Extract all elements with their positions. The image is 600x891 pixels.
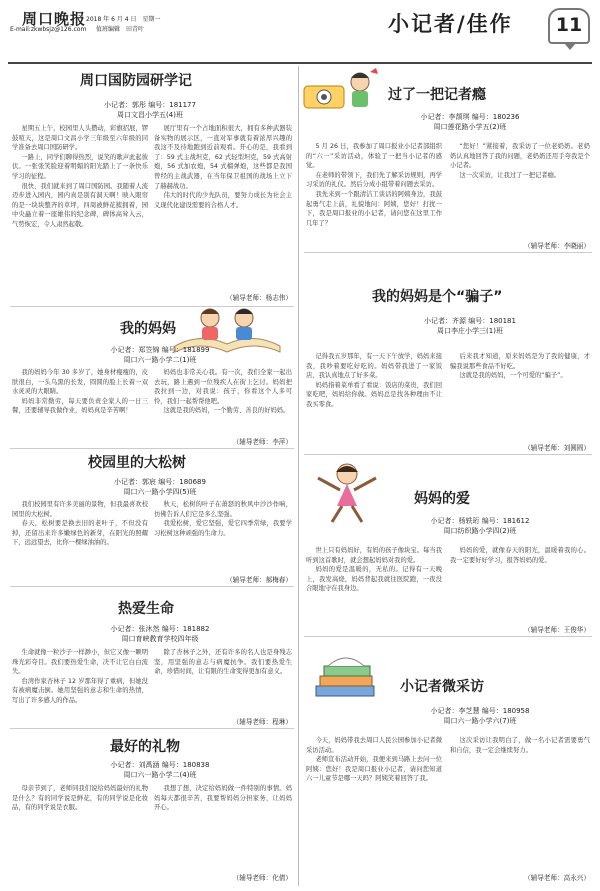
article-body <box>12 784 148 884</box>
masthead: 周口晚报 <box>22 10 87 28</box>
paragraph: 台湾作家杏林子 12 岁那年得了重病，但她没有被病魔击倒。她用坚强的意志和生命的热情，写出了许多感人的作品。 <box>12 677 148 704</box>
reporter: 小记者：杨轶珩 编号：181612 <box>430 517 530 525</box>
school: 周口六一路小学二(4)班 <box>123 771 197 779</box>
paragraph: 母亲节到了，老师同我们说给妈妈最好的礼物是什么？有的同学说是鲜花，有的同学说是化妆品，有的同学说是衣服。 <box>12 785 148 812</box>
article-body <box>154 784 292 870</box>
article-body <box>12 500 148 584</box>
duty-editor: 值班编辑 田青叶 <box>96 26 145 33</box>
school: 周口李庄小学三(1)班 <box>437 327 503 335</box>
teacher-credit: （辅导老师：李晓丽） <box>524 242 590 250</box>
article-title: 妈妈的爱 <box>414 491 470 507</box>
article-title: 过了一把记者瘾 <box>388 87 486 103</box>
page-header <box>0 0 600 62</box>
paragraph: 秋天，松树的叶子在萧瑟的秋风中沙沙作响，仿佛告诉人们它是多么坚强。 <box>154 501 292 518</box>
reporter: 小记者：李颉琪 编号：180236 <box>420 113 520 121</box>
paragraph: 春天，松树要是换去旧的老叶子，不但没有掉，还留出来许多嫩绿色的新芽，在阳光的照耀下，远远望去，比你一棵绿油油的。 <box>12 520 148 547</box>
paragraph: 我们校园里有许多美丽的景物，但我最喜欢校园里的大松树。 <box>12 501 148 518</box>
teacher-credit: （辅导老师：杨志伟） <box>226 294 292 302</box>
article-body <box>12 368 148 448</box>
teacher-credit: （辅导老师：刘圆圆） <box>524 444 590 452</box>
teacher-credit: （辅导老师：高永兴） <box>524 874 590 882</box>
paragraph: 除了杏林子之外，还有许多的名人也是身残志坚，用坚强的意志与病魔抗争。我们要热爱生命，珍惜时间，让有限的生命变得更加有意义。 <box>154 649 292 676</box>
paragraph: 很快，我们就来到了周口国防园。我随着人流迈步进入园内，园内真是别有洞天啊！映入眼帘的是一块块整齐的草坪，四周被鲜花簇拥着，园中央矗立着一座雄伟的纪念碑，碑体高耸入云，气势恢宏，令人肃然起敬。 <box>12 182 148 228</box>
reporter: 小记者：郑笠锦 编号：181899 <box>110 346 210 354</box>
section-title: 小记者/佳作 <box>388 11 513 36</box>
school: 周口六一路小学四(5)班 <box>123 488 197 496</box>
books-illustration <box>308 648 382 710</box>
divider <box>10 448 294 449</box>
reporter: 小记者：李芝慧 编号：180958 <box>430 707 530 715</box>
paragraph: 妈妈的爱是温暖的，无私的。记得有一天晚上，我发高烧，妈妈背起我就往医院跑，一夜没合眼地守在我身边。 <box>306 566 442 593</box>
article-body <box>154 124 292 292</box>
paragraph: 记得我五岁那年，有一天下午放学，妈妈来接我，我吵着要吃好吃的。妈妈带我进了一家饭店，我认真地点了好多菜。 <box>306 353 442 380</box>
article-title: 我的妈妈 <box>120 321 176 337</box>
article-title: 周口国防园研学记 <box>80 73 192 89</box>
teacher-credit: （辅导老师：王俊华） <box>524 626 590 634</box>
article-byline <box>70 477 250 497</box>
article-byline <box>390 706 570 726</box>
reporter: 小记者：刘禹涵 编号：180838 <box>110 761 210 769</box>
teacher-credit: （辅导老师：郝梅春） <box>226 576 292 584</box>
paragraph: 5 月 26 日，我参加了周口报业小记者部组织的“六一”采访活动，体验了一把当小记者的感觉。 <box>306 143 442 170</box>
article-body <box>306 546 442 634</box>
reporter: 小记者：郭宸 编号：180689 <box>114 478 206 486</box>
paragraph: 我爱松树，爱它坚强，爱它四季常绿，我要学习松树这种顽强的生命力。 <box>154 520 292 537</box>
article-title: 热爱生命 <box>118 601 174 617</box>
paragraph: 后来我才知道，原来妈妈是为了我的健康，才骗我说那些食品不好吃。 <box>450 353 590 370</box>
article-byline <box>70 624 250 644</box>
school: 周口文昌小学五(4)班 <box>117 111 183 119</box>
issue-date: 2018 年 6 月 4 日 星期一 <box>86 16 161 23</box>
article-body <box>306 736 442 882</box>
reporter: 小记者：齐源 编号：180181 <box>424 317 516 325</box>
article-body <box>450 352 590 442</box>
article-body <box>450 736 590 870</box>
reporter: 小记者：张沐然 编号：181882 <box>110 625 210 633</box>
article-body <box>306 352 442 452</box>
paragraph: 这就是我的妈妈，一个勤劳、善良的好妈妈。 <box>163 407 290 415</box>
divider <box>304 252 592 253</box>
article-byline <box>390 516 570 536</box>
school: 周口纺织路小学四(2)班 <box>443 527 517 535</box>
divider <box>10 728 294 729</box>
paragraph: 这就是我的妈妈，一个可爱的“骗子”。 <box>459 372 567 380</box>
article-body <box>12 648 148 726</box>
paragraph: 这一次采访，让我过了一把记者瘾。 <box>459 171 561 179</box>
paragraph: 今天，妈妈带我去周口人民公园参加小记者微采访活动。 <box>306 737 442 754</box>
header-rule <box>8 62 592 64</box>
article-byline <box>60 100 240 120</box>
paragraph: 妈妈的爱，就像春天的阳光，温暖着我的心。我一定要好好学习，报答妈妈的爱。 <box>450 547 590 564</box>
paragraph: 妈妈也非常关心我。有一次，我们全家一起出去玩，路上遇到一位残疾人在街上乞讨。妈妈把我拉到一边，对我说：孩子，你看这个人多可怜，我们一起帮帮他吧。 <box>154 369 292 405</box>
paragraph: “您好！”紧接着，我采访了一位老奶奶。老奶奶认真地回答了我的问题，老奶奶还用手夸我是个小记者。 <box>450 143 590 170</box>
reporter: 小记者：郭彤 编号：181177 <box>104 101 196 109</box>
article-body <box>154 500 292 572</box>
article-body <box>154 648 292 714</box>
paragraph: 在老师的带领下，我们先了解采访规则，再学习采访的礼仪。然后分成小组带着问题去采访。 <box>306 171 442 189</box>
article-byline <box>70 345 250 365</box>
article-title: 最好的礼物 <box>110 739 180 755</box>
kids-camera-illustration <box>300 66 384 116</box>
paragraph: 一路上，同学们聊得热烈，说笑的歌声此起彼伏。一张张笑脸迎着明媚的阳光踏上了一条快乐学习的征程。 <box>12 153 148 180</box>
school: 周口六一路小学六(7)班 <box>443 717 517 725</box>
teacher-credit: （辅导老师：李萍） <box>232 438 292 446</box>
email: E-mail:zkwbsjz@126.com <box>10 26 87 33</box>
paragraph: 生命就像一粒沙子一样渺小，但它又像一颗明珠光彩夺目。我们要热爱生命，决不让它白白流失。 <box>12 649 148 676</box>
article-title: 校园里的大松树 <box>88 455 186 471</box>
column-divider <box>298 66 299 886</box>
paragraph: 我先来到一个跟清洁工谈话的阿姨身边，我鼓起勇气走上前，礼貌地问：阿姨，您好！打扰一下，我是周口报业的小记者，请问您在这里工作几年了？ <box>306 190 442 227</box>
article-byline <box>70 760 250 780</box>
paragraph: 展厅里有一个占地面积很大，拥有多种武器装备实物的展示区，一直对军事就有着浓厚兴趣的我这不及待地跑到近前观看。开心的是，我看到了：59 式主战坦克，62 式轻型坦克，59 式高射炮，56 式加农炮，54 式榴弹炮，这些都是我国曾经的主战武器，在当年保卫祖国的战场上立下了赫赫战功。 <box>154 125 292 190</box>
teacher-credit: （辅导老师：程琳） <box>232 718 292 726</box>
page-number: 11 <box>548 8 590 44</box>
paragraph: 伟大的时代的少先队员，要努力成长为社会主义现代化建设需要的合格人才。 <box>154 192 292 209</box>
paragraph: 老师宣布活动开始，我便来到马路上去问一位阿姨：您好！我是周口报业小记者，请问您知道六一儿童节是哪一天吗？阿姨笑着回答了我。 <box>306 756 442 783</box>
teacher-credit: （辅导老师：化倩） <box>232 874 292 882</box>
paragraph: 我的妈妈今年 30 多岁了，她身材瘦瘦的，皮肤很白，一头乌黑的长发，圆圆的脸上长着一双水灵灵的大眼睛。 <box>12 369 148 396</box>
article-body <box>450 546 590 622</box>
paragraph: 世上只有妈妈好，有妈的孩子像块宝。每当我听到这首歌时，就会想起妈妈对我的爱。 <box>306 547 442 564</box>
article-byline <box>380 316 560 336</box>
jumping-girl-illustration <box>304 460 390 532</box>
paragraph: 妈妈非常勤劳，每天要负责全家人的一日三餐，还要辅导我做作业，妈妈真是辛苦啊！ <box>12 397 148 415</box>
school: 周口六一路小学二(1)班 <box>123 356 197 364</box>
divider <box>304 636 592 637</box>
article-body <box>154 368 292 434</box>
article-body <box>450 142 590 238</box>
article-body <box>306 142 442 246</box>
article-byline <box>380 112 560 132</box>
divider <box>10 586 294 587</box>
article-body <box>12 124 148 300</box>
paragraph: 妈妈指着菜单看了看说：饭店的菜贵，我们回家吃吧，妈妈给你做。妈妈总是找各种理由不让我买零食。 <box>306 381 442 408</box>
paragraph: 我想了想，决定给妈妈做一件特别的事情。妈妈每天都很辛苦，我要帮妈妈分担家务，让妈妈开心。 <box>154 785 292 812</box>
article-title: 小记者微采访 <box>400 679 484 695</box>
paragraph: 这次采访让我明白了，做一名小记者需要勇气和自信，我一定会继续努力。 <box>450 737 590 754</box>
article-title: 我的妈妈是个“骗子” <box>372 289 503 305</box>
school: 周口育峡教育学校四年级 <box>121 635 199 643</box>
paragraph: 星期五上午，校园里人头攒动，彩旗招展，锣鼓喧天，这是周口文昌小学三年级至六年级的同学准备去周口国防研学。 <box>12 125 148 152</box>
divider <box>304 454 592 455</box>
school: 周口莲花路小学五(2)班 <box>433 123 507 131</box>
